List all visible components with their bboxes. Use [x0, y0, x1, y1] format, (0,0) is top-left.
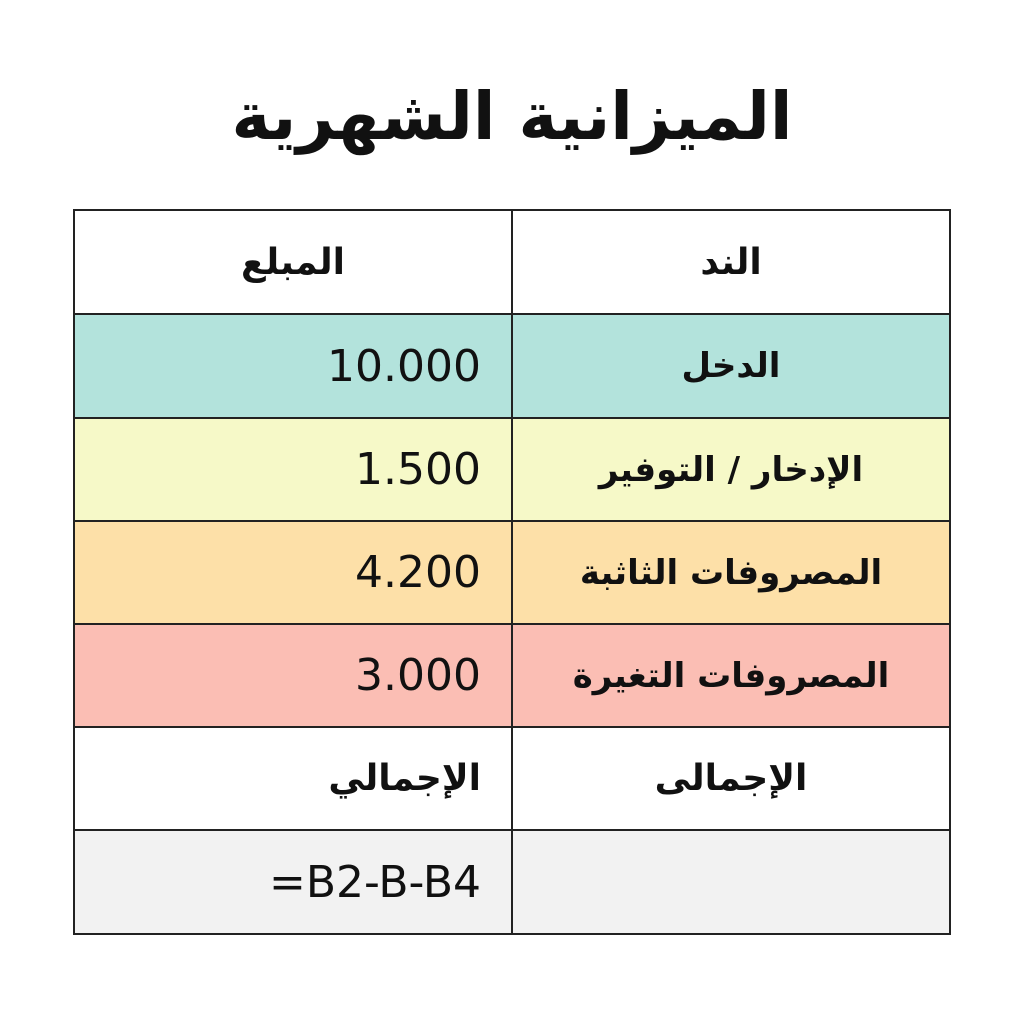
item-cell-savings[interactable]: الإدخار / التوفير [513, 419, 949, 522]
total-item-label-cell[interactable]: الإجمالى [513, 728, 949, 831]
amount-cell-income[interactable]: 10.000 [75, 315, 513, 419]
budget-table [73, 209, 951, 935]
total-amount-label-cell[interactable]: الإجمالي [75, 728, 513, 831]
amount-cell-savings[interactable]: 1.500 [75, 419, 513, 522]
empty-formula-item-cell[interactable] [513, 831, 949, 933]
item-cell-income[interactable]: الدخل [513, 315, 949, 419]
header-item-cell[interactable]: الند [513, 211, 949, 315]
amount-cell-variable-expenses[interactable]: 3.000 [75, 625, 513, 728]
header-amount-cell[interactable]: المبلع [75, 211, 513, 315]
formula-cell[interactable]: =B2-B-B4 [75, 831, 513, 933]
item-cell-fixed-expenses[interactable]: المصروفات الثاثبة [513, 522, 949, 625]
item-cell-variable-expenses[interactable]: المصروفات التغيرة [513, 625, 949, 728]
page-title: الميزانية الشهرية [231, 78, 793, 155]
amount-cell-fixed-expenses[interactable]: 4.200 [75, 522, 513, 625]
